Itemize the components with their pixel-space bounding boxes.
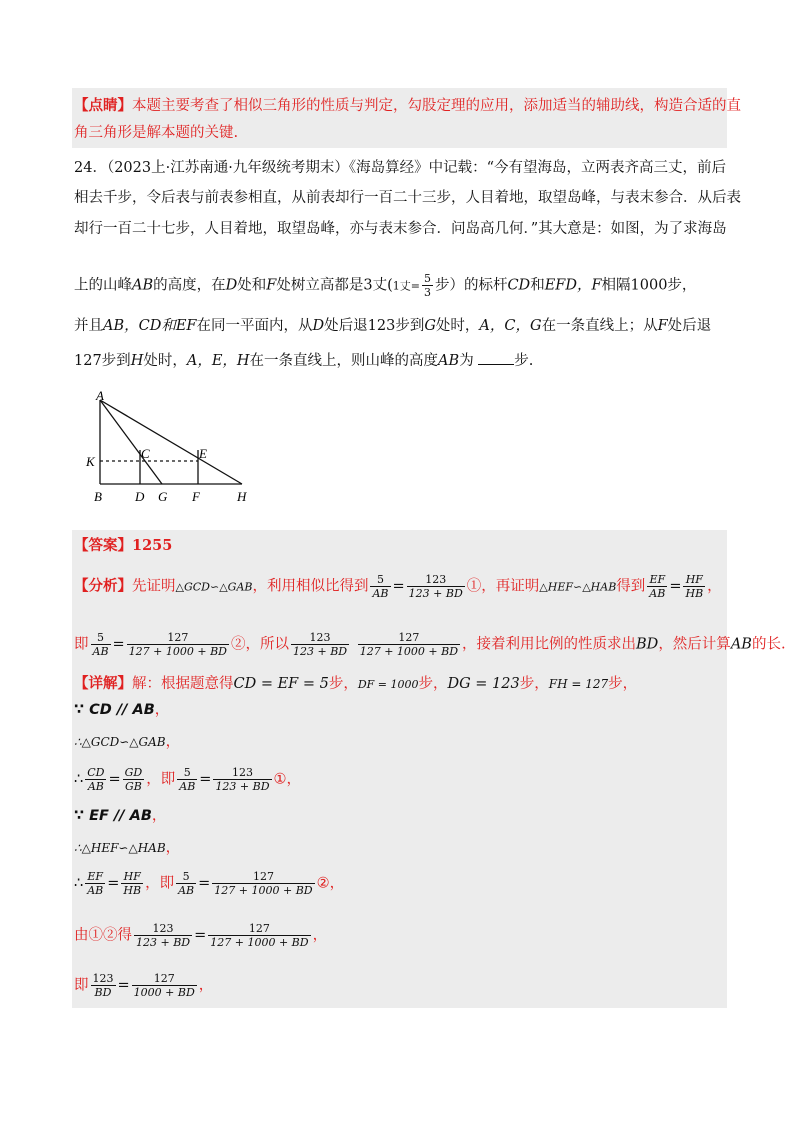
dianjing-line2: 角三角形是解本题的关键. (74, 125, 239, 141)
analysis-label: 【分析】 (74, 577, 132, 595)
dianjing-line1: 【点睛】本题主要考查了相似三角形的性质与判定，勾股定理的应用，添加适当的辅助线，构造合适的直 (74, 97, 741, 114)
detail-step2: ∴△GCD∽△GAB， (74, 734, 181, 750)
dianjing-label: 【点睛】 (74, 97, 132, 114)
label-F: F (192, 489, 200, 504)
detail-step4: ∵ EF // AB， (74, 808, 167, 824)
problem-line5: 并且AB，CD和EF在同一平面内，从D处后退123步到G处时，A，C，G在一条直线上；从F处后退 (74, 318, 712, 334)
answer-blank (478, 350, 514, 365)
problem-line3: 却行一百二十七步，人目着地，取望岛峰，亦与表末参合．问岛高几何．”其大意是：如图，为了求海岛 (74, 221, 727, 237)
detail-line1: 【详解】解：根据题意得CD = EF = 5步，DF = 1000步，DG = 123步，FH = 127步， (74, 675, 638, 692)
fraction-5-3: $\frac{5}{3}$ (423, 272, 431, 299)
answer-line (74, 536, 172, 556)
answer-label: 【答案】 (74, 537, 132, 554)
detail-step8: 即 $\frac{123}{BD}$ = $\frac{127}{1000 + BD}$ ， (74, 972, 214, 999)
label-H: H (237, 489, 247, 504)
label-D: D (135, 489, 145, 504)
detail-label: 【详解】 (74, 675, 132, 692)
detail-step6: ∴ $\frac{EF}{AB}$ = $\frac{HF}{HB}$ ，即 $\frac{5}{AB}$ = $\frac{127}{127 + 1000 + BD}$ ②， (74, 870, 345, 897)
problem-line4: 上的山峰AB的高度，在D处和F处树立高都是3丈(1丈= $\frac{5}{3}$ 步）的标杆CD和EFD，F相隔1000步， (74, 272, 697, 299)
problem-line6: 127步到H处时，A，E，H在一条直线上，则山峰的高度AB为 步. (74, 350, 533, 371)
label-E: E (199, 446, 207, 461)
geometry-figure (82, 388, 282, 518)
label-G: G (158, 489, 168, 504)
label-C: C (141, 446, 150, 461)
problem-line1: 24．（2023上·江苏南通·九年级统考期末）《海岛算经》中记载：“今有望海岛，立两表齐高三丈，前后 (74, 160, 726, 176)
detail-step3: ∴ $\frac{CD}{AB}$ = $\frac{GD}{GB}$ ，即 $\frac{5}{AB}$ = $\frac{123}{123 + BD}$ ①， (74, 766, 302, 793)
label-B: B (94, 489, 102, 504)
problem-line2: 相去千步，令后表与前表参相直，从前表却行一百二十三步，人目着地，取望岛峰，与表末参合．从后表 (74, 190, 741, 206)
detail-step7: 由①②得 $\frac{123}{123 + BD}$ = $\frac{127}{127 + 1000 + BD}$ ， (74, 922, 328, 949)
analysis-line1: 【分析】先证明△GCD∽△GAB，利用相似比得到 $\frac{5}{AB}$ = $\frac{123}{123 + BD}$ ①，再证明△HEF∽△HAB得到 $\frac{EF}{AB}$ = $\frac{HF}{HB}$ ， (74, 573, 722, 600)
label-A: A (96, 388, 104, 403)
analysis-line2: 即 $\frac{5}{AB}$ = $\frac{127}{127 + 1000 + BD}$ ②，所以 $\frac{123}{123 + BD}$ $\frac{127}{127 + 1000 + BD}$ ，接着利用比例的性质求出BD，然后计算AB的长. (74, 631, 786, 658)
detail-step1: ∵ CD // AB， (74, 702, 170, 718)
answer-value: 1255 (132, 537, 173, 554)
detail-step5: ∴△HEF∽△HAB， (74, 840, 181, 856)
label-K: K (86, 454, 95, 469)
